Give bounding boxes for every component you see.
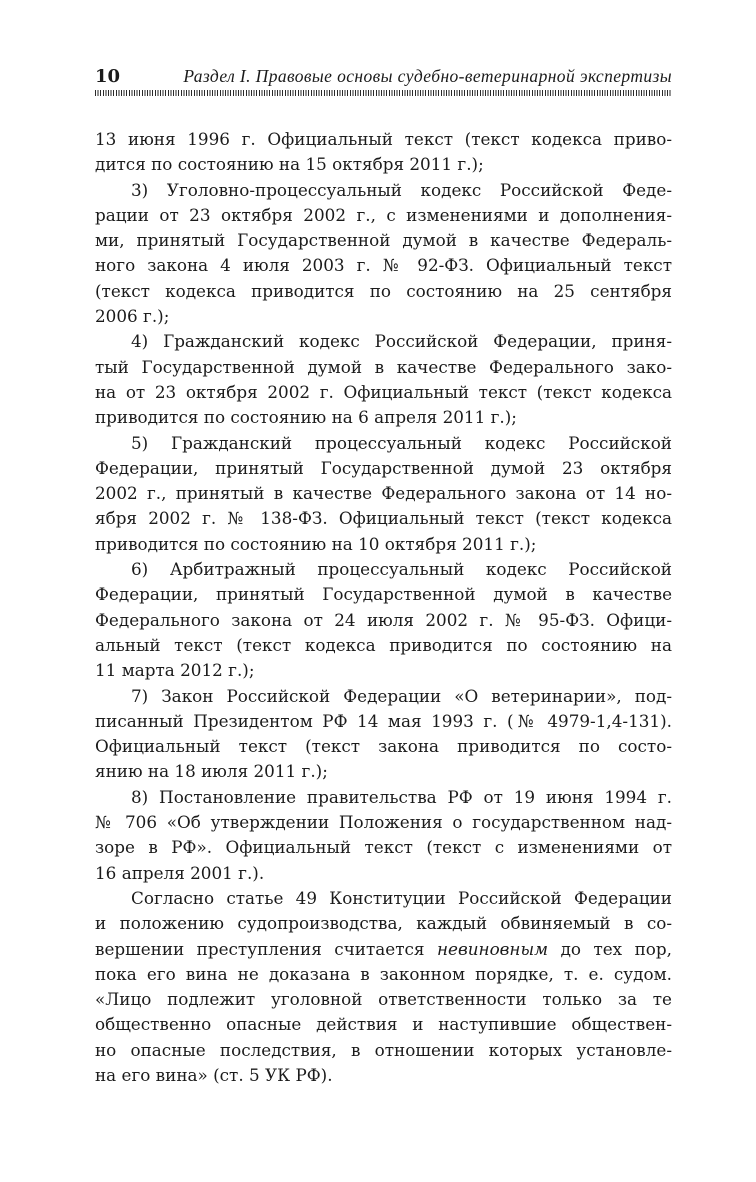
text-line: 4) Гражданский кодекс Российской Федерации, приня- xyxy=(131,331,672,352)
text-line: ми, принятый Государственной думой в качестве Федераль- xyxy=(95,230,672,251)
text-line: писанный Президентом РФ 14 мая 1993 г. (№ 4979-1,4-131). xyxy=(95,710,672,731)
paragraph xyxy=(95,785,672,886)
running-head: Раздел I. Правовые основы судебно-ветеринарной экспертизы xyxy=(183,66,672,86)
page-number: 10 xyxy=(95,66,121,87)
paragraph xyxy=(95,127,672,178)
text-line: «Лицо подлежит уголовной ответственности только за те xyxy=(95,989,672,1010)
text-line: 13 июня 1996 г. Официальный текст (текст кодекса приво- xyxy=(95,129,672,149)
text-line: но опасные последствия, в отношении которых установле- xyxy=(95,1039,672,1060)
text-line: 3) Уголовно-процессуальный кодекс Российской Феде- xyxy=(131,179,672,200)
text-line: общественно опасные действия и наступившие обществен- xyxy=(95,1014,672,1035)
text-line: 11 марта 2012 г.); xyxy=(95,660,255,681)
text-line: 8) Постановление правительства РФ от 19 июня 1994 г. xyxy=(131,786,672,807)
text-line: и положению судопроизводства, каждый обвиняемый в со- xyxy=(95,913,672,934)
text-segment: вершении преступления считается xyxy=(95,938,425,959)
text-line-with-emphasis xyxy=(95,937,672,962)
page-header xyxy=(95,64,672,88)
header-rule xyxy=(95,90,672,96)
text-line: рации от 23 октября 2002 г., с изменениями и дополнения- xyxy=(95,204,672,225)
text-line: ного закона 4 июля 2003 г. № 92-ФЗ. Официальный текст xyxy=(95,255,672,276)
body-text xyxy=(95,127,672,1088)
paragraph xyxy=(95,431,672,557)
text-line: дится по состоянию на 15 октября 2011 г.); xyxy=(95,154,484,175)
paragraph xyxy=(95,329,672,430)
paragraph xyxy=(95,178,672,330)
text-line: 7) Закон Российской Федерации «О ветеринарии», под- xyxy=(131,685,672,706)
paragraph xyxy=(95,886,672,1088)
emphasized-word: невиновным xyxy=(436,938,549,959)
text-line: приводится по состоянию на 6 апреля 2011 г.); xyxy=(95,407,517,428)
text-line: альный текст (текст кодекса приводится по состоянию на xyxy=(95,634,672,655)
text-line: Федерации, принятый Государственной думой 23 октября xyxy=(95,457,672,478)
text-line: пока его вина не доказана в законном порядке, т. е. судом. xyxy=(95,963,672,984)
text-segment: до тех пор, xyxy=(560,938,672,959)
paragraph xyxy=(95,684,672,785)
text-line: № 706 «Об утверждении Положения о государственном над- xyxy=(95,812,672,833)
text-line: 2006 г.); xyxy=(95,306,170,327)
text-line: приводится по состоянию на 10 октября 2011 г.); xyxy=(95,533,537,554)
text-line: Федерации, принятый Государственной думой в качестве xyxy=(95,584,672,605)
text-line: янию на 18 июля 2011 г.); xyxy=(95,761,328,782)
text-line: на его вина» (ст. 5 УК РФ). xyxy=(95,1064,333,1085)
text-line: на от 23 октября 2002 г. Официальный текст (текст кодекса xyxy=(95,381,672,402)
text-line: Согласно статье 49 Конституции Российской Федерации xyxy=(131,887,672,908)
text-line: зоре в РФ». Официальный текст (текст с изменениями от xyxy=(95,837,672,858)
text-line: 2002 г., принятый в качестве Федерального закона от 14 но- xyxy=(95,483,672,504)
text-line: Официальный текст (текст закона приводится по состо- xyxy=(95,736,672,757)
text-line: 6) Арбитражный процессуальный кодекс Российской xyxy=(131,559,672,580)
text-line: ября 2002 г. № 138-ФЗ. Официальный текст (текст кодекса xyxy=(95,508,672,529)
text-line: тый Государственной думой в качестве Федерального зако- xyxy=(95,356,672,377)
paragraph xyxy=(95,557,672,683)
text-line: Федерального закона от 24 июля 2002 г. № 95-ФЗ. Офици- xyxy=(95,609,672,630)
text-line: 5) Гражданский процессуальный кодекс Российской xyxy=(131,432,672,453)
text-line: (текст кодекса приводится по состоянию на 25 сентября xyxy=(95,280,672,301)
text-line: 16 апреля 2001 г.). xyxy=(95,862,265,883)
